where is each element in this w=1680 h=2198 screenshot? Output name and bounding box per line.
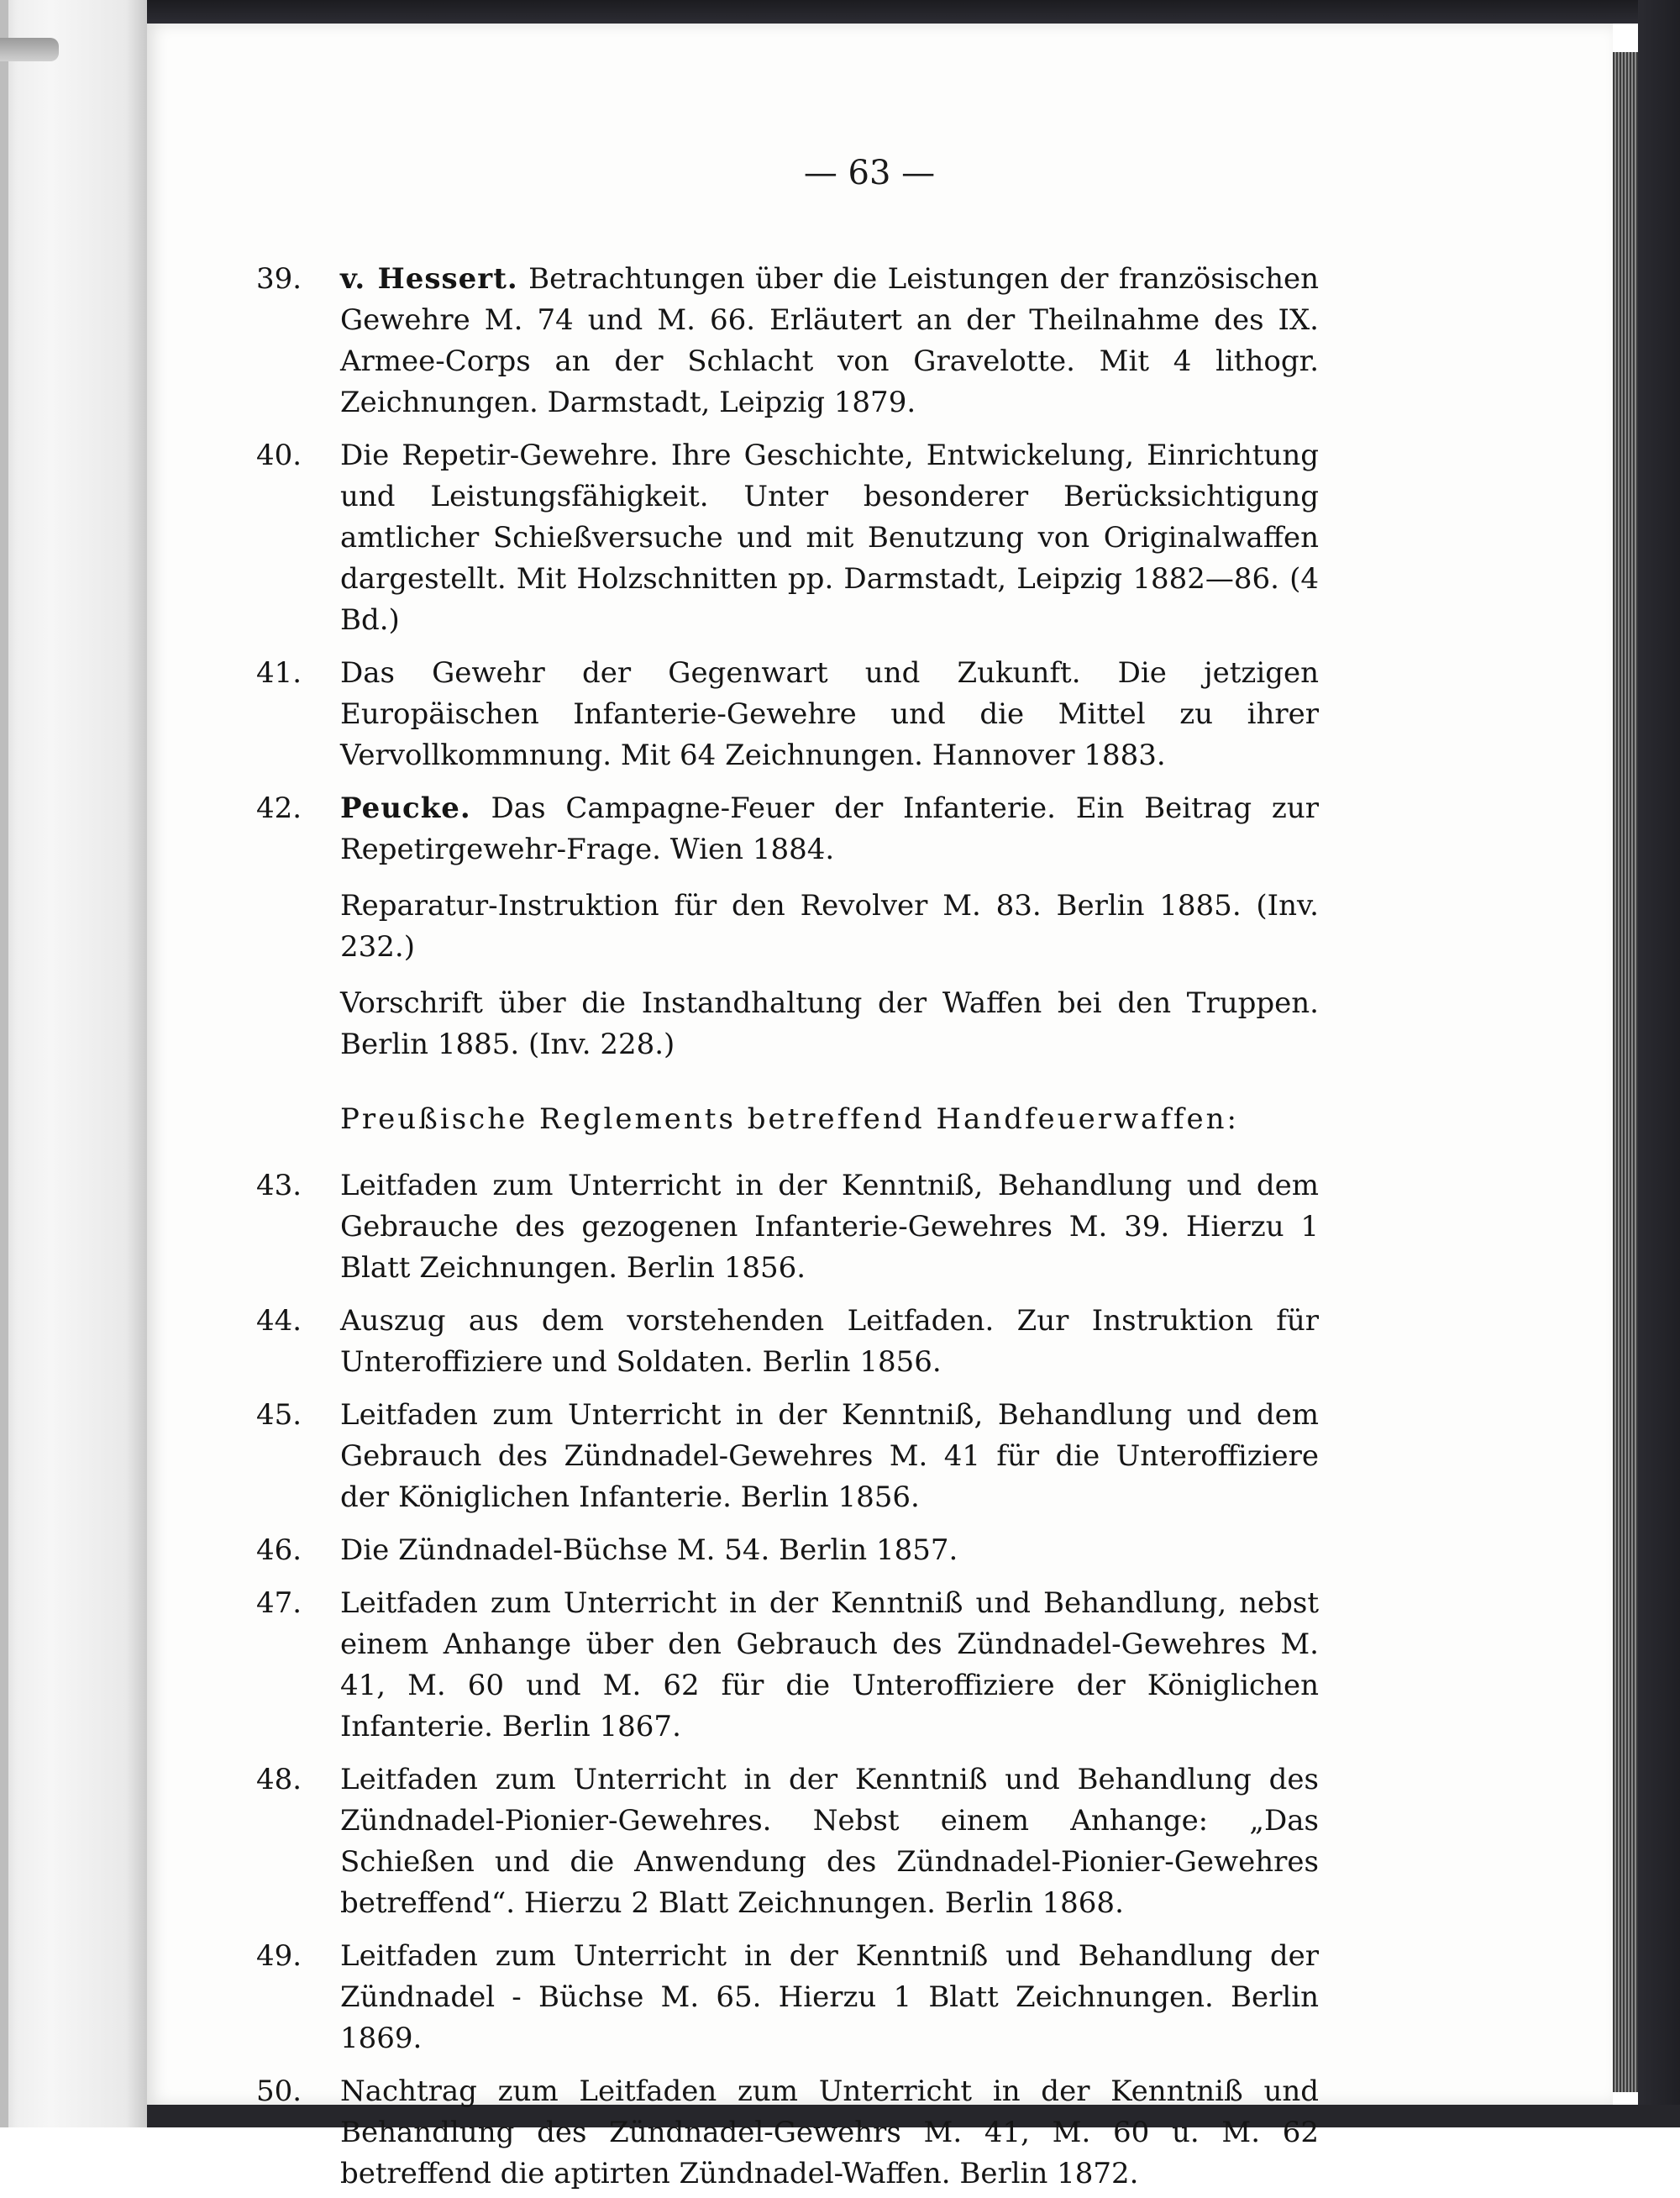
page-block-edges bbox=[1613, 52, 1638, 2092]
unnumbered-entry: Reparatur-Instruktion für den Revolver M. 83. Berlin 1885. (Inv. 232.) bbox=[340, 889, 1319, 964]
entry-number: 50. bbox=[256, 2074, 302, 2108]
bibliography-entry bbox=[256, 653, 1319, 776]
entry-text: Leitfaden zum Unterricht in der Kenntniß, Behandlung und dem Gebrauch des Zündnadel-Gewehres M. 41 für die Unteroffiziere der Königlichen Infanterie. Berlin 1856. bbox=[340, 1398, 1319, 1514]
bibliography-entry bbox=[256, 435, 1319, 641]
entry-author: Peucke. bbox=[340, 791, 471, 825]
bibliography-entry bbox=[256, 1165, 1319, 1289]
entry-text: Auszug aus dem vorstehenden Leitfaden. Zur Instruktion für Unteroffiziere und Soldaten. Berlin 1856. bbox=[340, 1304, 1319, 1379]
entry-text: Das Gewehr der Gegenwart und Zukunft. Die jetzigen Europäischen Infanterie-Gewehre und die Mittel zu ihrer Vervollkommnung. Mit 64 Zeichnungen. Hannover 1883. bbox=[340, 656, 1319, 772]
entry-author: v. Hessert. bbox=[340, 262, 518, 296]
book-cover-top bbox=[147, 0, 1680, 24]
book-binding-left bbox=[0, 0, 147, 2127]
bibliography-entry bbox=[256, 259, 1319, 423]
section-heading: Preußische Reglements betreffend Handfeuerwaffen: bbox=[340, 1102, 1239, 1136]
bibliography-entry bbox=[256, 1759, 1319, 1924]
entry-number: 44. bbox=[256, 1304, 302, 1338]
bookmark-ribbon bbox=[0, 38, 59, 61]
bibliography-entry bbox=[256, 2071, 1319, 2195]
bibliography-entry bbox=[256, 1530, 1319, 1571]
entry-number: 49. bbox=[256, 1939, 302, 1973]
entry-number: 45. bbox=[256, 1398, 302, 1432]
entry-number: 48. bbox=[256, 1763, 302, 1796]
unnumbered-entry: Vorschrift über die Instandhaltung der Waffen bei den Truppen. Berlin 1885. (Inv. 228.) bbox=[340, 986, 1319, 1061]
entry-number: 42. bbox=[256, 791, 302, 825]
entry-number: 41. bbox=[256, 656, 302, 690]
bibliography-list bbox=[256, 259, 1319, 2198]
entry-number: 46. bbox=[256, 1533, 302, 1567]
entry-text: Leitfaden zum Unterricht in der Kenntniß und Behandlung, nebst einem Anhange über den Gebrauch des Zündnadel-Gewehres M. 41, M. 60 und M. 62 für die Unteroffiziere der Königlichen Infanterie. Berlin 1867. bbox=[340, 1586, 1319, 1743]
binding-edge bbox=[0, 0, 8, 2127]
book-cover-right bbox=[1638, 0, 1680, 2127]
bibliography-entry bbox=[256, 1301, 1319, 1383]
entry-text: Die Zündnadel-Büchse M. 54. Berlin 1857. bbox=[340, 1533, 958, 1567]
entry-text: Leitfaden zum Unterricht in der Kenntniß und Behandlung der Zündnadel - Büchse M. 65. Hierzu 1 Blatt Zeichnungen. Berlin 1869. bbox=[340, 1939, 1319, 2055]
entry-number: 43. bbox=[256, 1169, 302, 1202]
bibliography-entry bbox=[256, 788, 1319, 870]
entry-text: Das Campagne-Feuer der Infanterie. Ein Beitrag zur Repetirgewehr-Frage. Wien 1884. bbox=[340, 791, 1319, 866]
entry-number: 40. bbox=[256, 439, 302, 472]
entry-text: Betrachtungen über die Leistungen der französischen Gewehre M. 74 und M. 66. Erläutert an der Theilnahme des IX. Armee-Corps an der Schlacht von Gravelotte. Mit 4 lithogr. Zeichnungen. Darmstadt, Leipzig 1879. bbox=[340, 262, 1320, 419]
entry-number: 39. bbox=[256, 262, 302, 296]
entry-text: Nachtrag zum Leitfaden zum Unterricht in der Kenntniß und Behandlung des Zündnadel-Gewehrs M. 41, M. 60 u. M. 62 betreffend die aptirten Zündnadel-Waffen. Berlin 1872. bbox=[340, 2074, 1319, 2190]
entry-text: Leitfaden zum Unterricht in der Kenntniß, Behandlung und dem Gebrauche des gezogenen Infanterie-Gewehres M. 39. Hierzu 1 Blatt Zeichnungen. Berlin 1856. bbox=[340, 1169, 1319, 1285]
book-page bbox=[147, 24, 1613, 2190]
entry-text: Die Repetir-Gewehre. Ihre Geschichte, Entwickelung, Einrichtung und Leistungsfähigkeit. Unter besonderer Berücksichtigung amtlicher Schießversuche und mit Benutzung von Originalwaffen dargestellt. Mit Holzschnitten pp. Darmstadt, Leipzig 1882—86. (4 Bd.) bbox=[340, 439, 1319, 637]
bibliography-entry bbox=[256, 1583, 1319, 1748]
entry-text: Leitfaden zum Unterricht in der Kenntniß und Behandlung des Zündnadel-Pionier-Gewehres. Nebst einem Anhange: „Das Schießen und die Anwendung des Zündnadel-Pionier-Gewehres betreffend“. Hierzu 2 Blatt Zeichnungen. Berlin 1868. bbox=[340, 1763, 1319, 1920]
bibliography-entry bbox=[256, 1395, 1319, 1518]
entry-number: 47. bbox=[256, 1586, 302, 1620]
page-number: — 63 — bbox=[803, 154, 936, 192]
bibliography-entry bbox=[256, 1936, 1319, 2059]
